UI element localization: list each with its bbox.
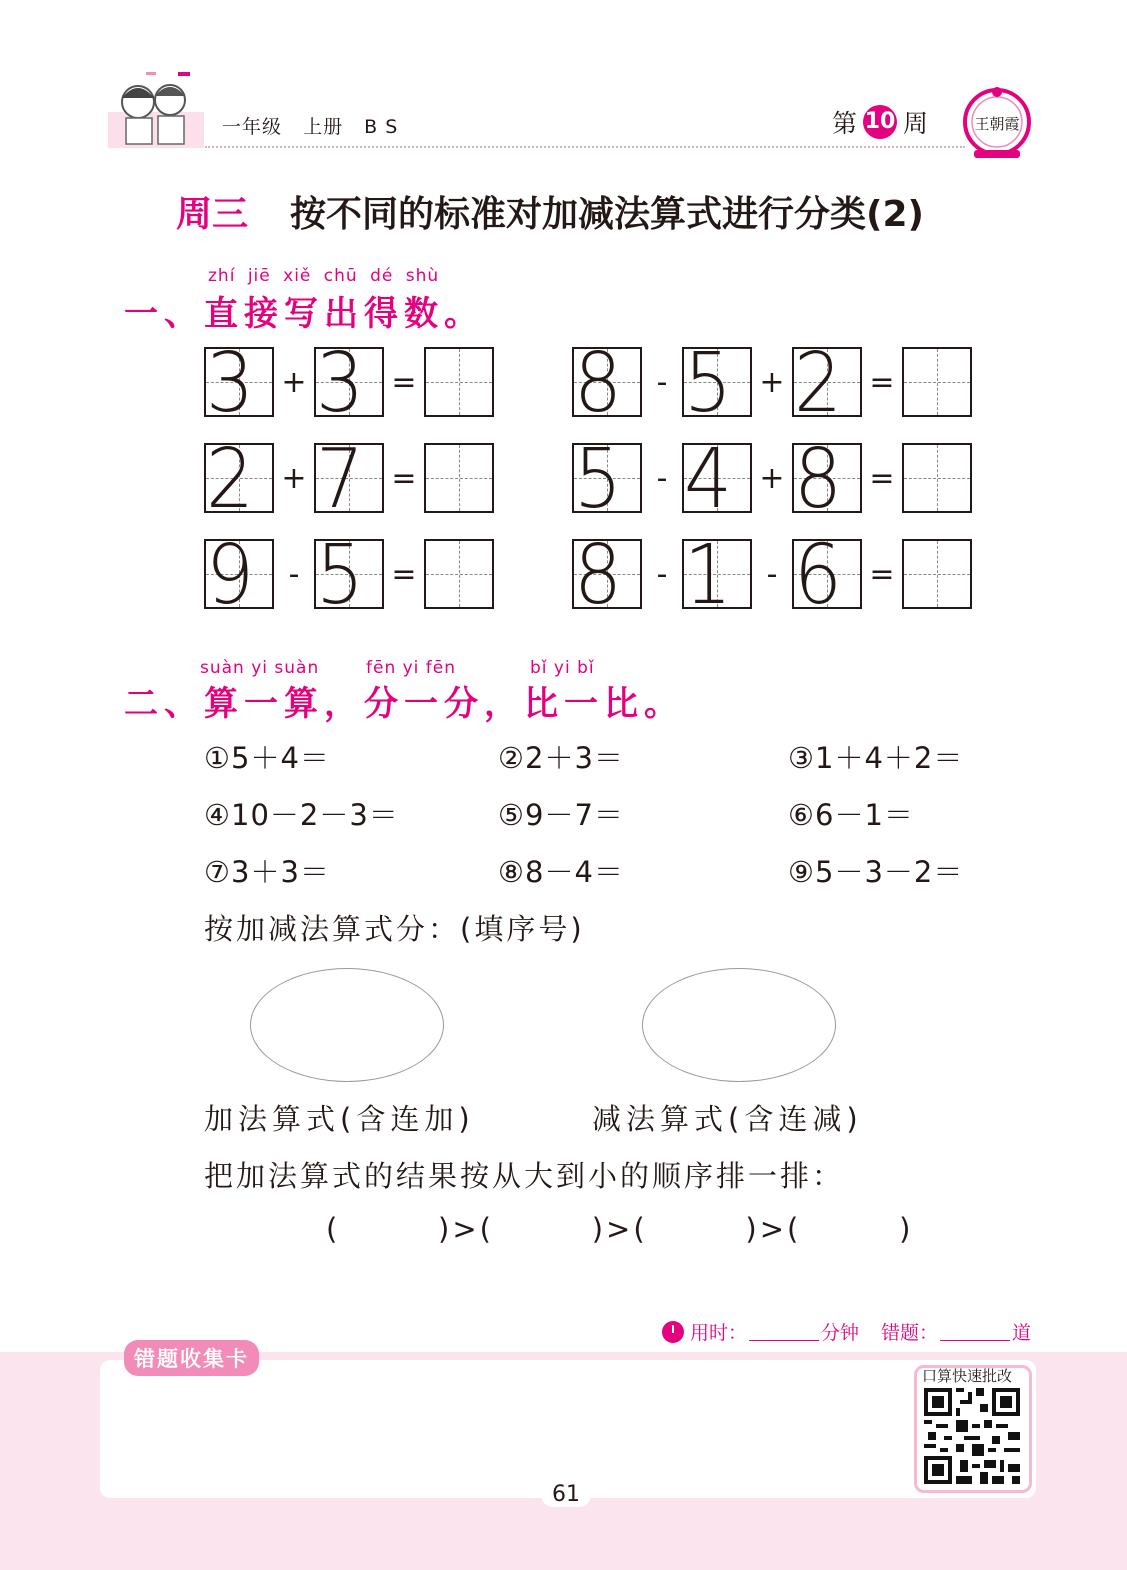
given-digit-box	[682, 528, 752, 623]
section2-pinyin-3: bǐ yi bǐ	[530, 658, 595, 678]
error-label: 错题：	[881, 1322, 939, 1344]
equation-row	[572, 432, 972, 527]
qr-code-icon[interactable]	[924, 1388, 1020, 1484]
title-day: 周三	[176, 194, 249, 235]
exercise-item: ⑥6－1＝	[788, 798, 914, 832]
addition-answer-ellipse[interactable]	[250, 968, 444, 1082]
time-error-record	[662, 1318, 1031, 1345]
given-digit-box	[314, 336, 384, 431]
subtraction-answer-ellipse[interactable]	[642, 968, 836, 1082]
exercise-item: ⑦3＋3＝	[204, 855, 330, 889]
digit: 8	[574, 336, 622, 431]
grade-volume: 上册	[303, 116, 344, 138]
section1-heading: 一、直接写出得数。	[124, 294, 484, 334]
exercise-item: ①5＋4＝	[204, 741, 330, 775]
addition-label: 加法算式(含连加)	[204, 1102, 475, 1136]
exercise-item: ⑤9－7＝	[498, 798, 624, 832]
given-digit-box	[314, 528, 384, 623]
week-prefix: 第	[832, 109, 858, 138]
operator: +	[281, 364, 307, 400]
digit: 7	[316, 432, 364, 527]
answer-box[interactable]	[424, 347, 494, 417]
operator: +	[281, 460, 307, 496]
given-digit-box	[572, 336, 642, 431]
week-number-badge: 10	[863, 105, 897, 139]
svg-text:王朝霞: 王朝霞	[974, 115, 1020, 133]
exercise-item: ④10－2－3＝	[204, 798, 399, 832]
error-blank[interactable]	[940, 1322, 1010, 1341]
digit: 5	[316, 528, 364, 623]
answer-box[interactable]	[902, 539, 972, 609]
operator: -	[656, 364, 668, 400]
exercise-item: ⑧8－4＝	[498, 855, 624, 889]
operator: +	[759, 364, 785, 400]
given-digit-box	[792, 528, 862, 623]
digit: 5	[684, 336, 732, 431]
equation-row	[572, 528, 972, 623]
time-unit: 分钟	[821, 1322, 860, 1344]
answer-box[interactable]	[902, 347, 972, 417]
equation-row	[572, 336, 972, 431]
digit: 9	[206, 528, 254, 623]
operator: -	[656, 460, 668, 496]
operator: =	[869, 460, 895, 496]
digit: 6	[794, 528, 842, 623]
given-digit-box	[204, 336, 274, 431]
time-blank[interactable]	[749, 1322, 819, 1341]
section2-pinyin-2: fēn yi fēn	[366, 658, 457, 678]
alarm-clock-icon	[662, 1321, 684, 1343]
week-indicator	[832, 104, 928, 140]
grade-label	[222, 112, 412, 139]
operator: -	[656, 556, 668, 592]
given-digit-box	[204, 432, 274, 527]
operator: +	[759, 460, 785, 496]
error-unit: 道	[1012, 1322, 1032, 1344]
digit: 3	[316, 336, 364, 431]
order-answer-line[interactable]: ( )>( )>( )>( )	[326, 1212, 914, 1246]
grade-level: 一年级	[222, 116, 283, 138]
order-prompt: 把加法算式的结果按从大到小的顺序排一排：	[204, 1159, 845, 1193]
given-digit-box	[572, 528, 642, 623]
given-digit-box	[792, 336, 862, 431]
operator: -	[288, 556, 300, 592]
given-digit-box	[682, 336, 752, 431]
digit: 2	[794, 336, 842, 431]
qr-label: 口算快速批改	[922, 1367, 1013, 1385]
exercise-item: ③1＋4＋2＝	[788, 741, 964, 775]
page-title: 按不同的标准对加减法算式进行分类(2)	[290, 194, 924, 235]
digit: 8	[574, 528, 622, 623]
operator: =	[391, 460, 417, 496]
section2-pinyin-1: suàn yi suàn	[200, 658, 320, 678]
answer-box[interactable]	[424, 443, 494, 513]
operator: =	[391, 364, 417, 400]
header-divider	[205, 146, 965, 148]
children-mascot-illustration	[108, 72, 204, 154]
operator: =	[869, 364, 895, 400]
given-digit-box	[682, 432, 752, 527]
equation-row	[204, 528, 494, 623]
answer-box[interactable]	[424, 539, 494, 609]
section1-pinyin: zhí jiē xiě chū dé shù	[208, 266, 440, 286]
exercise-item: ②2＋3＝	[498, 741, 624, 775]
error-collection-card[interactable]	[100, 1360, 1036, 1498]
section2-heading: 二、算一算，分一分，比一比。	[124, 684, 684, 724]
equation-row	[204, 336, 494, 431]
page-number: 61	[541, 1482, 591, 1507]
given-digit-box	[204, 528, 274, 623]
subtraction-label: 减法算式(含连减)	[592, 1102, 863, 1136]
digit: 4	[684, 432, 732, 527]
digit: 1	[684, 528, 732, 623]
operator: =	[391, 556, 417, 592]
digit: 2	[206, 432, 254, 527]
digit: 5	[574, 432, 622, 527]
error-card-title: 错题收集卡	[124, 1340, 259, 1376]
answer-box[interactable]	[902, 443, 972, 513]
digit: 8	[794, 432, 842, 527]
classify-prompt: 按加减法算式分：(填序号)	[204, 912, 585, 946]
given-digit-box	[314, 432, 384, 527]
operator: -	[766, 556, 778, 592]
digit: 3	[206, 336, 254, 431]
given-digit-box	[572, 432, 642, 527]
time-label: 用时：	[690, 1322, 748, 1344]
author-seal-logo	[962, 82, 1032, 162]
exercise-item: ⑨5－3－2＝	[788, 855, 964, 889]
given-digit-box	[792, 432, 862, 527]
week-suffix: 周	[903, 109, 929, 138]
grade-edition: B S	[364, 116, 399, 138]
operator: =	[869, 556, 895, 592]
equation-row	[204, 432, 494, 527]
